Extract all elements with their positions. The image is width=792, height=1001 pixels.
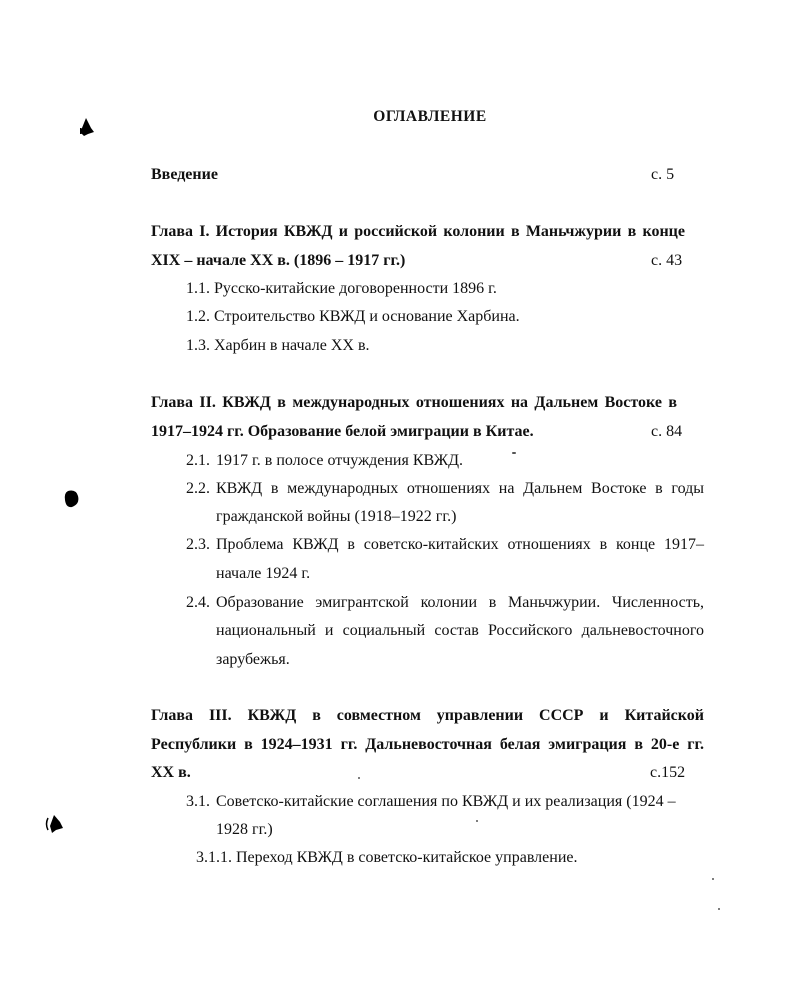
subsection-3-1-1: 3.1.1. Переход КВЖД в советско-китайское управление. (196, 849, 578, 866)
section-2-3-num: 2.3. (186, 536, 210, 553)
page-title: ОГЛАВЛЕНИЕ (373, 108, 487, 125)
section-2-1-text: 1917 г. в полосе отчуждения КВЖД. (216, 452, 464, 469)
section-2-4-text-line1: Образование эмигрантской колонии в Маньчжурии. Численность, (216, 594, 704, 611)
chapter1-title-line2: XIX – начале XX в. (1896 – 1917 гг.) (151, 252, 406, 269)
section-3-1-num: 3.1. (186, 793, 210, 810)
toc-intro-page: с. 5 (651, 166, 675, 183)
toc-intro-label: Введение (151, 166, 218, 183)
chapter1-page: с. 43 (651, 252, 683, 269)
section-2-4-text-line3: зарубежья. (216, 651, 290, 668)
section-2-2-text-line2: гражданской войны (1918–1922 гг.) (216, 508, 457, 525)
section-2-1-num: 2.1. (186, 452, 210, 469)
chapter3-page: с.152 (650, 764, 686, 781)
section-2-3-text-line2: начале 1924 г. (216, 565, 311, 582)
section-2-3-text-line1: Проблема КВЖД в советско-китайских отношениях в конце 1917– (216, 536, 704, 553)
scan-speck (358, 777, 360, 779)
section-1-2: 1.2. Строительство КВЖД и основание Харбина. (186, 308, 520, 325)
scan-speck (512, 452, 516, 454)
section-2-2-text-line1: КВЖД в международных отношениях на Дальнем Востоке в годы (216, 480, 704, 497)
section-3-1-text-line1: Советско-китайские соглашения по КВЖД и их реализация (1924 – (216, 793, 676, 810)
section-1-1: 1.1. Русско-китайские договоренности 1896 г. (186, 280, 497, 297)
scan-blot-icon (44, 812, 66, 836)
scan-speck (712, 878, 714, 880)
scan-speck (718, 908, 720, 910)
section-2-2-num: 2.2. (186, 480, 210, 497)
section-3-1-text-line2: 1928 гг.) (216, 821, 273, 838)
chapter1-title-line1: Глава I. История КВЖД и российской колонии в Маньчжурии в конце (151, 223, 685, 240)
chapter3-title-line3: XX в. (151, 764, 191, 781)
chapter3-title-line2: Республики в 1924–1931 гг. Дальневосточная белая эмиграция в 20-е гг. (151, 736, 704, 753)
section-2-4-text-line2: национальный и социальный состав Российского дальневосточного (216, 622, 704, 639)
scan-speck (476, 820, 478, 822)
chapter2-page: с. 84 (651, 423, 683, 440)
chapter3-title-line1: Глава III. КВЖД в совместном управлении СССР и Китайской (151, 707, 704, 724)
scan-blot-icon (62, 488, 82, 510)
chapter2-title-line1: Глава II. КВЖД в международных отношениях на Дальнем Востоке в (151, 394, 677, 411)
section-2-4-num: 2.4. (186, 594, 210, 611)
chapter2-title-line2: 1917–1924 гг. Образование белой эмиграции в Китае. (151, 423, 534, 440)
section-1-3: 1.3. Харбин в начале XX в. (186, 337, 370, 354)
